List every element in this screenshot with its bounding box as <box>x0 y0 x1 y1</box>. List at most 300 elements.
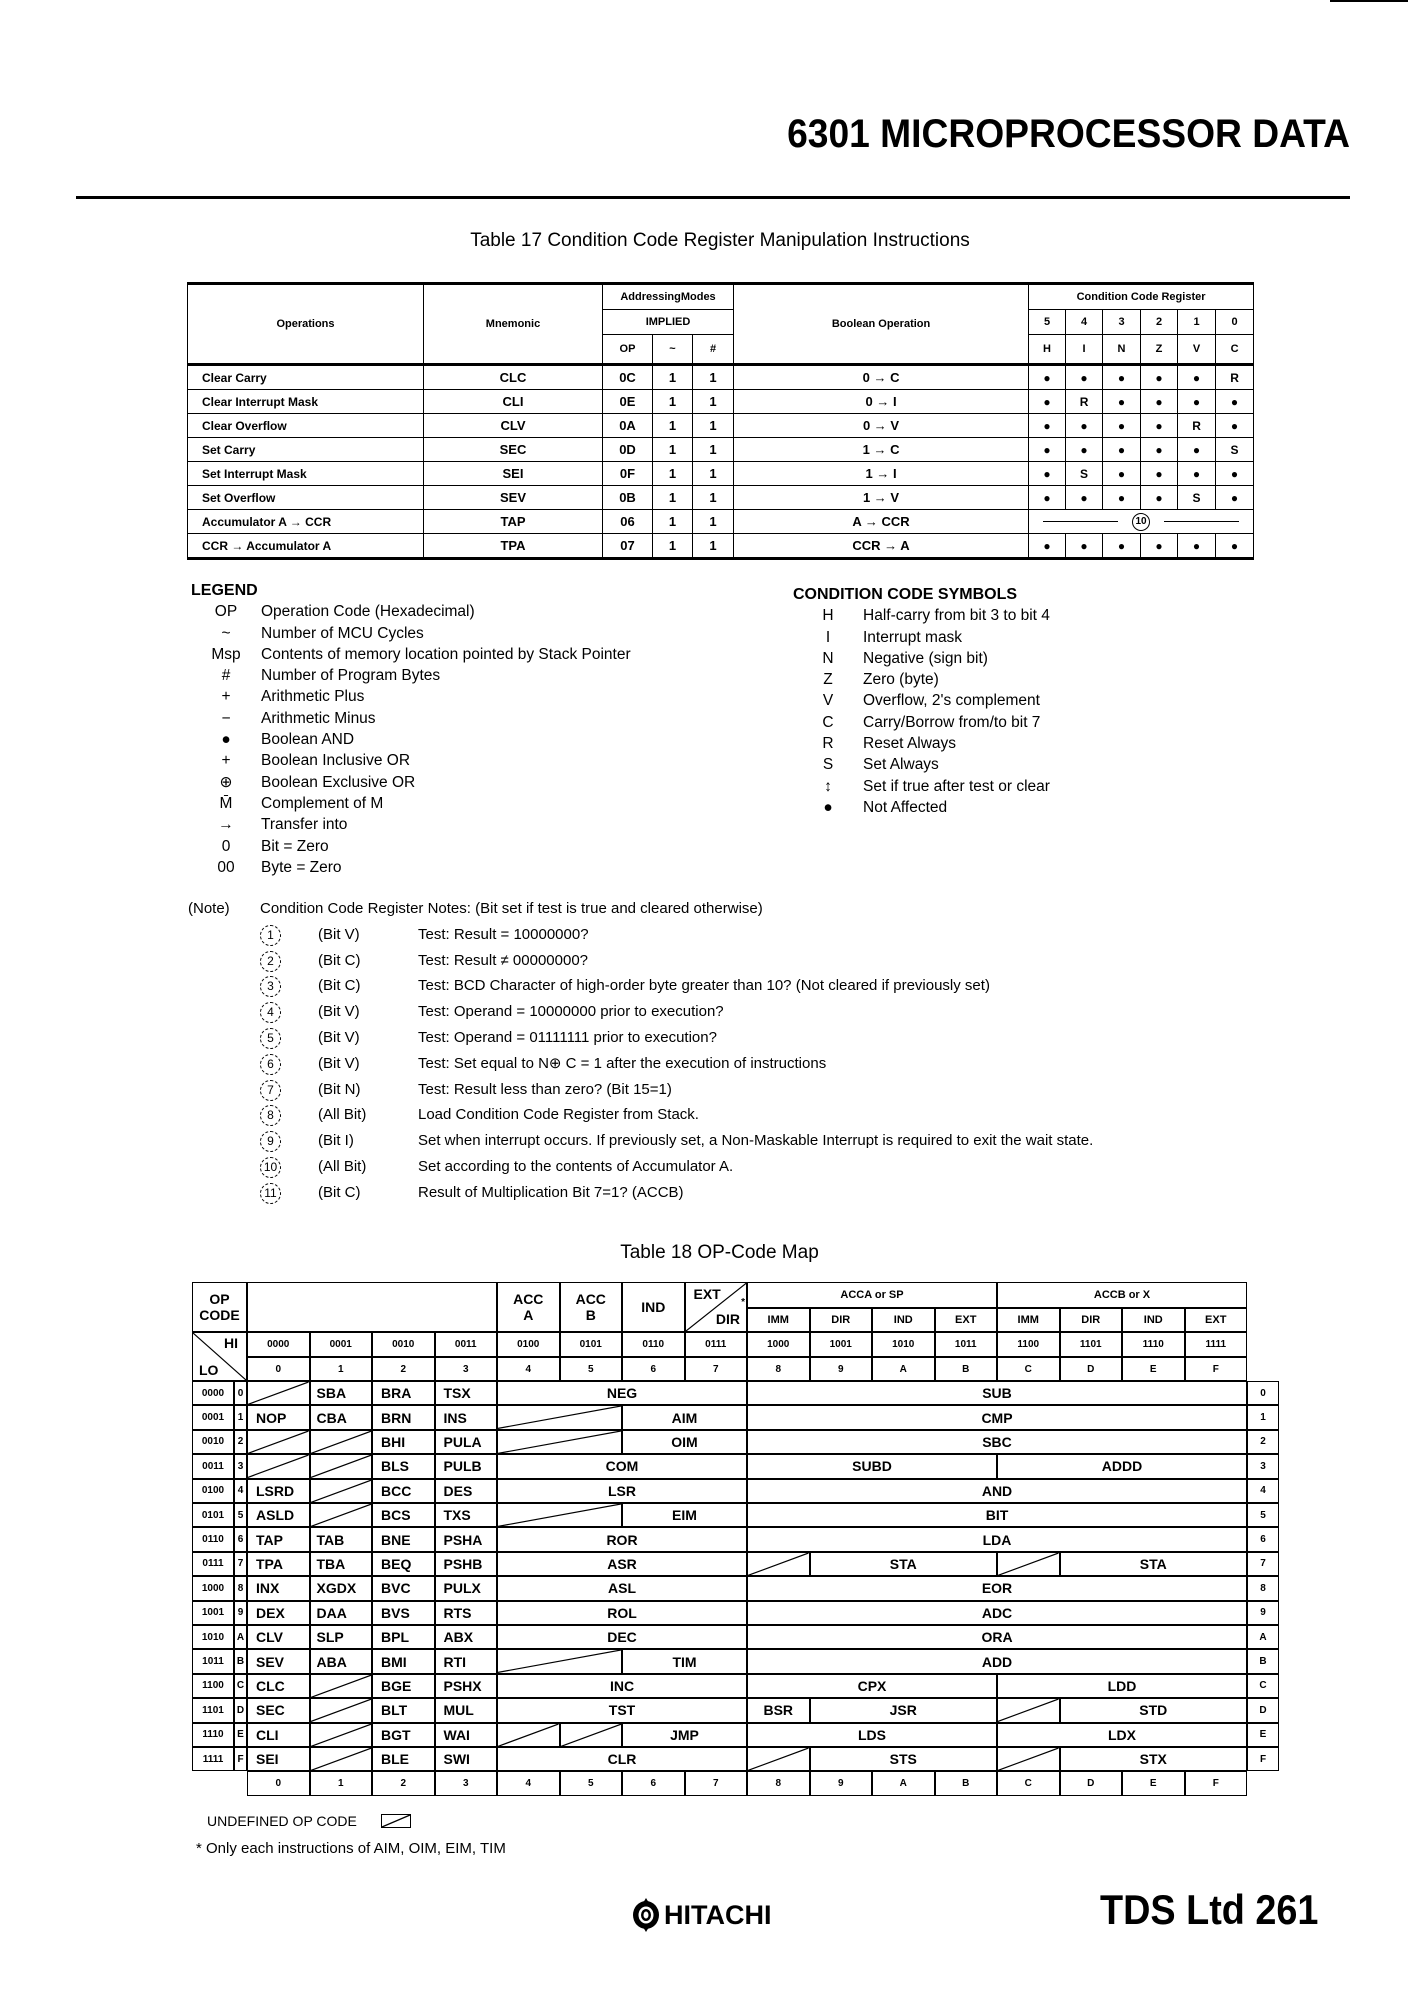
lo-binary <box>192 1552 234 1576</box>
lo-binary-text: 1111 <box>202 1753 224 1765</box>
hi-label: HI <box>224 1335 238 1351</box>
lo-hex <box>234 1527 247 1551</box>
ccr-flag-cell: ● <box>1103 390 1141 414</box>
note-text: Test: Result = 10000000? <box>418 925 589 943</box>
lo-hex-right <box>1247 1625 1279 1649</box>
hi-binary-header-text: 0110 <box>642 1339 665 1350</box>
opcode-cell <box>747 1649 1247 1673</box>
ccr-flag-cell: ● <box>1066 486 1103 510</box>
lo-hex-text: D <box>236 1704 245 1716</box>
opcode-cell-text: LDD <box>1107 1677 1137 1694</box>
hi-hex-header <box>1185 1357 1248 1381</box>
op-label: OP <box>209 1291 230 1307</box>
lo-hex <box>234 1698 247 1722</box>
note-item <box>188 948 1093 974</box>
legend-item <box>191 836 631 857</box>
opcode-cell-text: BMI <box>381 1653 407 1670</box>
table-row <box>188 365 1254 390</box>
ind-header <box>622 1282 685 1332</box>
hi-binary-header <box>872 1332 935 1357</box>
hi-hex-footer <box>935 1771 998 1796</box>
ccr-flag-cell: ● <box>1141 534 1178 559</box>
hi-hex-header <box>560 1357 623 1381</box>
opcode-cell <box>247 1552 310 1576</box>
ccsymbol-item <box>793 797 1050 818</box>
undefined-opcode-icon <box>998 1553 1059 1575</box>
lo-binary-text: 1010 <box>201 1631 225 1643</box>
hi-binary-header <box>685 1332 748 1357</box>
lo-hex-right-text: C <box>1259 1680 1267 1692</box>
hi-binary-header-text: 1001 <box>829 1339 852 1350</box>
hi-hex-footer-text: A <box>899 1778 907 1790</box>
ccr-flag-cell: ● <box>1103 365 1141 390</box>
opcode-cell <box>372 1405 435 1429</box>
lo-hex <box>234 1601 247 1625</box>
hi-hex-header-text: F <box>1212 1363 1219 1375</box>
ccr-flag-cell: R <box>1216 365 1254 390</box>
note-text: Test: Operand = 10000000 prior to execution? <box>418 1003 724 1021</box>
legend-desc: Contents of memory location pointed by Stack Pointer <box>261 645 631 663</box>
opcode-cell <box>497 1552 747 1576</box>
mode-header <box>1122 1308 1185 1332</box>
hi-hex-footer-text: 0 <box>275 1778 282 1790</box>
table-row <box>188 534 1254 559</box>
header-addressing-modes: AddressingModes <box>603 284 734 310</box>
header-boolean: Boolean Operation <box>734 284 1029 365</box>
note-number-icon: 11 <box>260 1183 281 1204</box>
lo-binary-text: 1101 <box>202 1704 224 1716</box>
lo-hex-text: 5 <box>237 1509 244 1521</box>
note-item <box>188 1128 1093 1154</box>
hi-binary-header <box>810 1332 873 1357</box>
hi-lo-header <box>192 1332 247 1381</box>
lo-binary-text: 0100 <box>201 1485 225 1497</box>
lo-hex-text: 7 <box>237 1558 244 1570</box>
note-text: Result of Multiplication Bit 7=1? (ACCB) <box>418 1183 684 1201</box>
opcode-cell <box>1060 1747 1248 1771</box>
mode-header-text: IND <box>1143 1314 1163 1326</box>
opcode-cell <box>435 1698 498 1722</box>
opcode-cell-text: SEV <box>256 1653 285 1670</box>
ccsymbol-symbol: V <box>822 692 834 710</box>
lo-hex <box>234 1625 247 1649</box>
hi-binary-header <box>497 1332 560 1357</box>
ccr-flag-cell: S <box>1216 438 1254 462</box>
opcode-cell <box>372 1649 435 1673</box>
bit-0: 0 <box>1216 310 1254 335</box>
opcode-cell-text: DEX <box>256 1604 285 1621</box>
opcode-cell <box>247 1576 310 1600</box>
undefined-opcode-icon <box>311 1748 372 1770</box>
lo-hex-right <box>1247 1649 1279 1673</box>
hi-binary-header <box>372 1332 435 1357</box>
note-text: Test: Set equal to N⊕ C = 1 after the execution of instructions <box>418 1054 827 1072</box>
opcode-cell-text: SLP <box>316 1629 344 1646</box>
opcode-cell <box>372 1381 435 1405</box>
opcode-cell <box>810 1747 998 1771</box>
opcode-cell <box>497 1698 747 1722</box>
mode-header-text: IMM <box>1017 1314 1039 1326</box>
opcode-cell <box>247 1479 310 1503</box>
hi-hex-header <box>685 1357 748 1381</box>
opcode-cell <box>622 1723 747 1747</box>
ccr-flag-cell: ● <box>1103 438 1141 462</box>
table-row <box>188 390 1254 414</box>
note-bit: (Bit V) <box>318 1028 360 1046</box>
legend-symbol: # <box>221 667 231 685</box>
lo-binary <box>192 1601 234 1625</box>
opcode-cell-text: COM <box>605 1458 639 1475</box>
opcode-cell-text: XGDX <box>316 1580 357 1597</box>
hi-binary-header-text: 0100 <box>517 1339 540 1350</box>
table-row <box>188 486 1254 510</box>
mode-header <box>810 1308 873 1332</box>
ccsymbol-desc: Overflow, 2's complement <box>863 692 1040 710</box>
opcode-cell <box>247 1723 310 1747</box>
ccr-flag-cell: ● <box>1103 414 1141 438</box>
cycles-cell: 1 <box>653 510 693 534</box>
flag-c: C <box>1216 335 1254 365</box>
hi-hex-footer-text: C <box>1024 1778 1032 1790</box>
mnemonic-cell: TAP <box>424 510 603 534</box>
lo-hex-text: C <box>236 1680 245 1692</box>
opcode-cell <box>747 1625 1247 1649</box>
hi-hex-footer-text: 4 <box>525 1778 532 1790</box>
undefined-opcode-icon <box>561 1724 622 1746</box>
undefined-opcode-icon <box>311 1504 372 1526</box>
ccr-flag-cell: ● <box>1178 534 1216 559</box>
opcode-cell-text: INS <box>443 1409 467 1426</box>
hi-hex-footer <box>997 1771 1060 1796</box>
hi-binary-header-text: 1100 <box>1017 1339 1040 1350</box>
opcode-cell: 0C <box>603 365 653 390</box>
operation-cell: Accumulator A → CCR <box>188 510 424 534</box>
lo-binary-text: 1011 <box>202 1656 224 1668</box>
acc-a-header-line2: A <box>523 1307 534 1323</box>
legend-symbol: 0 <box>221 837 231 855</box>
ccsymbol-symbol: H <box>822 607 834 625</box>
opcode-cell <box>310 1552 373 1576</box>
flag-n: N <box>1103 335 1141 365</box>
note-text: Set when interrupt occurs. If previously set, a Non-Maskable Interrupt is required to exit the wait state. <box>418 1132 1094 1150</box>
opcode-cell-text: STD <box>1139 1702 1168 1719</box>
opcode-cell <box>622 1430 747 1454</box>
opcode-cell-text: DEC <box>607 1629 637 1646</box>
opcode-cell <box>435 1527 498 1551</box>
hi-binary-header-text: 1000 <box>767 1339 790 1350</box>
opcode-cell <box>435 1723 498 1747</box>
legend-item <box>191 665 631 686</box>
opcode-cell <box>747 1674 997 1698</box>
lo-hex-right <box>1247 1576 1279 1600</box>
opcode-cell <box>747 1405 1247 1429</box>
ext-dir-header <box>685 1282 748 1332</box>
note-bit: (Bit C) <box>318 1183 361 1201</box>
hi-binary-header <box>997 1332 1060 1357</box>
mnemonic-cell: SEC <box>424 438 603 462</box>
opcode-cell-text: BVS <box>381 1604 410 1621</box>
hi-hex-header <box>810 1357 873 1381</box>
lo-binary-text: 0010 <box>201 1436 225 1448</box>
header-implied: IMPLIED <box>603 310 734 335</box>
undefined-opcode <box>310 1430 373 1454</box>
hi-hex-footer-text: E <box>1149 1778 1157 1790</box>
mode-header-text: IMM <box>767 1314 789 1326</box>
lo-hex-right <box>1247 1601 1279 1625</box>
ccr-flag-cell: ● <box>1141 390 1178 414</box>
opcode-cell <box>747 1430 1247 1454</box>
hi-binary-header <box>1122 1332 1185 1357</box>
opcode-cell <box>810 1698 998 1722</box>
bit-4: 4 <box>1066 310 1103 335</box>
hi-hex-footer <box>872 1771 935 1796</box>
opcode-cell <box>435 1381 498 1405</box>
hi-hex-header <box>872 1357 935 1381</box>
undefined-opcode <box>247 1454 310 1478</box>
opcode-cell <box>372 1479 435 1503</box>
lo-hex-right <box>1247 1430 1279 1454</box>
opcode-cell-text: ABX <box>443 1629 474 1646</box>
note-label: (Note) <box>188 900 230 917</box>
ccsymbol-item <box>793 627 1050 648</box>
opcode-cell-text: BLS <box>381 1458 409 1475</box>
opcode-cell-text: DAA <box>316 1604 347 1621</box>
hi-hex-header-text: B <box>962 1363 970 1375</box>
opcode-cell <box>435 1552 498 1576</box>
ccr-flag-cell: ● <box>1216 534 1254 559</box>
opcode-cell-text: BHI <box>381 1433 406 1450</box>
opcode-cell <box>310 1601 373 1625</box>
opcode-cell-text: LDA <box>982 1531 1012 1548</box>
ccsymbol-item <box>793 669 1050 690</box>
lo-hex-right <box>1247 1381 1279 1405</box>
lo-binary <box>192 1747 234 1771</box>
opcode-cell <box>497 1674 747 1698</box>
opcode-cell-text: SEI <box>256 1751 279 1768</box>
ccsymbols-title: CONDITION CODE SYMBOLS <box>793 586 1018 603</box>
opcode-cell-text: TAB <box>316 1531 345 1548</box>
opcode-cell <box>997 1674 1247 1698</box>
lo-hex <box>234 1454 247 1478</box>
opcode-cell-text: CLC <box>256 1677 285 1694</box>
opcode-cell-text: CMP <box>981 1409 1013 1426</box>
opcode-cell-text: TSX <box>443 1385 471 1402</box>
hi-hex-header <box>1060 1357 1123 1381</box>
undefined-swatch-icon <box>381 1814 411 1828</box>
opcode-cell <box>247 1527 310 1551</box>
opcode-cell-text: AND <box>981 1482 1013 1499</box>
acc-a-header <box>497 1282 560 1332</box>
ccsymbol-item <box>793 733 1050 754</box>
undefined-opcode <box>310 1698 373 1722</box>
ccr-notes <box>188 896 1093 1206</box>
undefined-opcode <box>497 1649 622 1673</box>
opcode-cell <box>372 1430 435 1454</box>
bytes-cell: 1 <box>693 486 734 510</box>
ccr-flag-cell: ● <box>1029 438 1066 462</box>
opcode-cell <box>310 1381 373 1405</box>
opcode-cell <box>747 1503 1247 1527</box>
lo-hex-right-text: 2 <box>1260 1436 1266 1448</box>
ccsymbol-desc: Interrupt mask <box>863 628 963 646</box>
opcode-cell-text: ADD <box>981 1653 1013 1670</box>
hi-binary-header-text: 0000 <box>267 1339 290 1350</box>
lo-hex-text: 3 <box>237 1460 244 1472</box>
opcode-cell <box>435 1430 498 1454</box>
legend-item <box>191 750 631 771</box>
lo-hex-right <box>1247 1527 1279 1551</box>
ccsymbol-item <box>793 712 1050 733</box>
opcode-cell-text: SWI <box>443 1751 470 1768</box>
opcode-cell: 0A <box>603 414 653 438</box>
hi-hex-footer <box>810 1771 873 1796</box>
opcode-cell-text: TBA <box>316 1555 346 1572</box>
bytes-cell: 1 <box>693 365 734 390</box>
undefined-opcode-icon <box>311 1455 372 1477</box>
ccr-flag-cell: ● <box>1029 414 1066 438</box>
hi-hex-header-text: E <box>1149 1363 1157 1375</box>
lo-hex <box>234 1503 247 1527</box>
bytes-cell: 1 <box>693 390 734 414</box>
opcode-cell <box>497 1454 747 1478</box>
ccsymbol-symbol: N <box>822 649 834 667</box>
bytes-cell: 1 <box>693 438 734 462</box>
cycles-cell: 1 <box>653 462 693 486</box>
note-item <box>188 1025 1093 1051</box>
lo-hex-right-text: 7 <box>1260 1558 1266 1570</box>
ccr-flag-cell: ● <box>1141 486 1178 510</box>
opcode-cell: 0E <box>603 390 653 414</box>
opcode-cell-text: INX <box>256 1580 280 1597</box>
lo-hex-text: A <box>236 1631 245 1643</box>
opcode-cell <box>247 1625 310 1649</box>
note-item <box>188 999 1093 1025</box>
opcode-cell-text: JSR <box>889 1702 917 1719</box>
opcode-cell-text: BSR <box>763 1702 794 1719</box>
note-bit: (All Bit) <box>318 1106 367 1124</box>
hi-hex-header-text: 2 <box>400 1363 407 1375</box>
hi-binary-header-text: 1110 <box>1142 1339 1164 1350</box>
lo-hex-text: 4 <box>237 1485 244 1497</box>
mnemonic-cell: CLI <box>424 390 603 414</box>
opcode-cell <box>1060 1698 1248 1722</box>
lo-hex-right-text: D <box>1259 1704 1267 1716</box>
note-ref-icon: 10 <box>1132 513 1150 531</box>
opcode-cell-text: RTS <box>443 1604 472 1621</box>
lo-hex-text: B <box>236 1656 245 1668</box>
undefined-opcode-icon <box>498 1406 621 1428</box>
header-operations: Operations <box>188 284 424 365</box>
opcode-cell <box>247 1405 310 1429</box>
acca-sp-header-text: ACCA or SP <box>840 1289 904 1301</box>
mode-header <box>872 1308 935 1332</box>
lo-hex-right-text: 4 <box>1260 1485 1266 1497</box>
legend-desc: Number of MCU Cycles <box>261 624 424 642</box>
lo-hex-right <box>1247 1479 1279 1503</box>
legend-symbol: Msp <box>211 645 241 663</box>
legend-symbol: + <box>221 688 231 706</box>
ext-label: EXT <box>693 1286 721 1302</box>
bit-2: 2 <box>1141 310 1178 335</box>
opcode-cell <box>435 1601 498 1625</box>
lo-hex <box>234 1479 247 1503</box>
hi-hex-header-text: 1 <box>337 1363 344 1375</box>
undefined-opcode-icon <box>498 1650 621 1672</box>
header-mnemonic: Mnemonic <box>424 284 603 365</box>
condition-code-symbols <box>793 584 1050 818</box>
opcode-cell-text: STA <box>889 1555 917 1572</box>
opcode-cell-text: NOP <box>256 1409 287 1426</box>
accb-x-header <box>997 1282 1247 1308</box>
hi-hex-footer-text: F <box>1212 1778 1219 1790</box>
operation-cell: Clear Carry <box>188 365 424 390</box>
opcode-cell <box>810 1552 998 1576</box>
opcode-cell <box>372 1625 435 1649</box>
hi-binary-header-text: 0011 <box>454 1339 477 1350</box>
opcode-cell <box>747 1527 1247 1551</box>
note-number-icon: 7 <box>260 1080 281 1101</box>
lo-hex-right-text: 8 <box>1260 1582 1266 1594</box>
bit-1: 1 <box>1178 310 1216 335</box>
boolean-cell: 1 → V <box>734 486 1029 510</box>
blank-header <box>247 1282 497 1332</box>
lo-binary <box>192 1674 234 1698</box>
lo-hex <box>234 1649 247 1673</box>
lo-binary-text: 1100 <box>202 1680 224 1692</box>
opcode-cell-text: NEG <box>606 1385 638 1402</box>
lo-hex-right-text: F <box>1259 1753 1267 1765</box>
undefined-opcode <box>497 1723 560 1747</box>
undefined-label: UNDEFINED OP CODE <box>207 1813 357 1829</box>
opcode-cell <box>747 1381 1247 1405</box>
opcode-cell-text: SUBD <box>852 1458 892 1475</box>
opcode-cell <box>747 1454 997 1478</box>
opcode-cell-text: BGE <box>381 1677 412 1694</box>
opcode-cell <box>435 1576 498 1600</box>
hi-hex-footer-text: 3 <box>462 1778 469 1790</box>
operation-cell: Clear Overflow <box>188 414 424 438</box>
opcode-cell <box>997 1723 1247 1747</box>
hi-hex-header-text: 5 <box>587 1363 594 1375</box>
opcode-cell-text: SUB <box>982 1385 1012 1402</box>
boolean-cell: 1 → C <box>734 438 1029 462</box>
hi-hex-footer-text: 8 <box>775 1778 782 1790</box>
hi-binary-header-text: 1111 <box>1205 1339 1227 1350</box>
opcode-cell-text: BGT <box>381 1726 411 1743</box>
opcode-cell-text: AIM <box>671 1409 698 1426</box>
hi-binary-header <box>622 1332 685 1357</box>
lo-hex-text: 1 <box>237 1412 244 1424</box>
operation-cell: Set Carry <box>188 438 424 462</box>
lo-hex-right <box>1247 1552 1279 1576</box>
opcode-cell-text: PSHB <box>443 1555 483 1572</box>
legend-item <box>191 814 631 835</box>
undefined-opcode <box>747 1552 810 1576</box>
opcode-cell <box>497 1601 747 1625</box>
undefined-opcode <box>997 1747 1060 1771</box>
table-row <box>188 438 1254 462</box>
opcode-cell <box>747 1723 997 1747</box>
lo-hex-text: 0 <box>237 1387 244 1399</box>
opcode-cell <box>310 1649 373 1673</box>
lo-hex <box>234 1747 247 1771</box>
lo-hex-right-text: 0 <box>1260 1387 1266 1399</box>
ccsymbol-item <box>793 776 1050 797</box>
undefined-opcode-icon <box>498 1504 621 1526</box>
opcode-cell-text: OIM <box>671 1433 698 1450</box>
opcode-cell <box>747 1479 1247 1503</box>
undefined-opcode <box>997 1552 1060 1576</box>
